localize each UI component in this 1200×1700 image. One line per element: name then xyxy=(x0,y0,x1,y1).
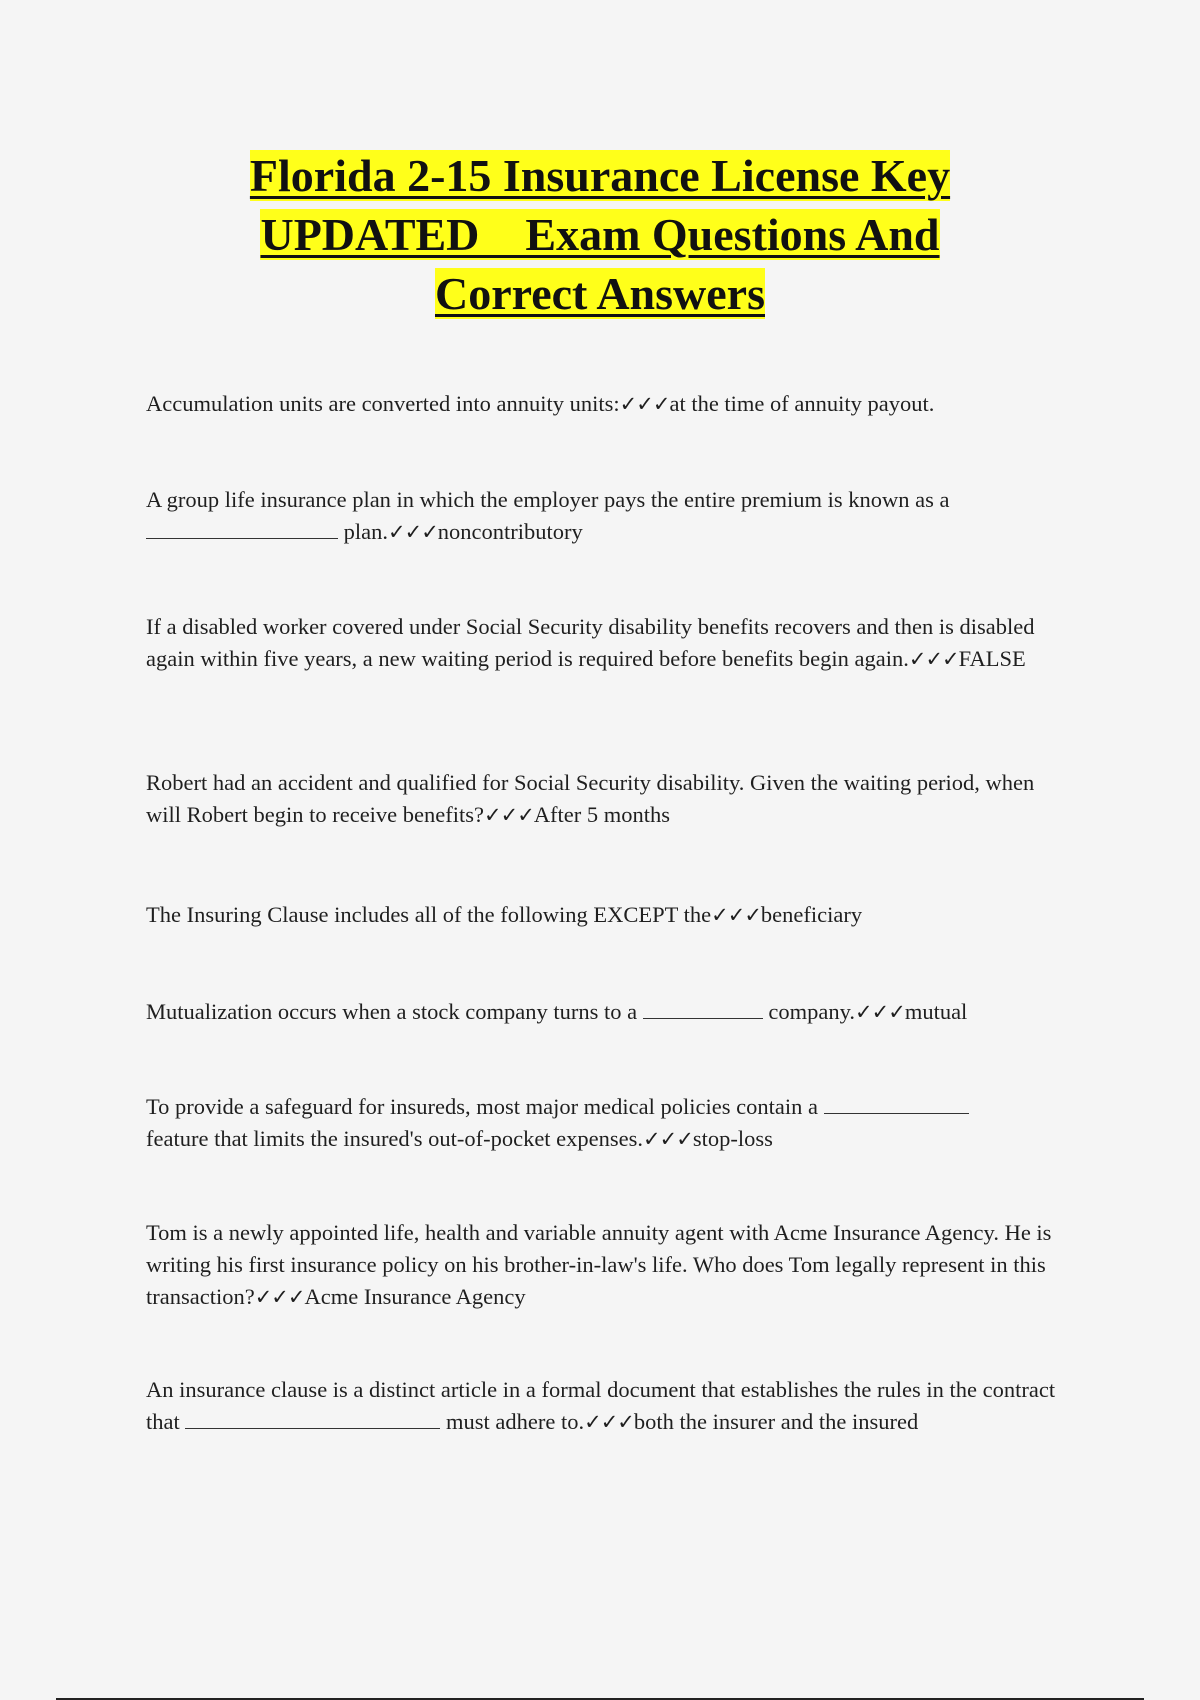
qa-item-6 xyxy=(146,996,1066,1028)
check-marks-icon: ✓✓✓ xyxy=(619,392,670,416)
qa-item-9 xyxy=(146,1374,1066,1438)
answer-text: at the time of annuity payout. xyxy=(669,391,935,416)
answer-text: Acme Insurance Agency xyxy=(304,1284,526,1309)
question-text-continued: plan. xyxy=(343,519,388,544)
answer-text: both the insurer and the insured xyxy=(633,1409,919,1434)
answer-text: FALSE xyxy=(958,646,1026,671)
check-marks-icon: ✓✓✓ xyxy=(908,647,959,671)
question-text-continued: company. xyxy=(768,999,856,1024)
check-marks-icon: ✓✓✓ xyxy=(584,1410,634,1434)
fill-in-blank xyxy=(643,996,763,1019)
qa-item-7 xyxy=(146,1091,1066,1155)
question-text-continued: feature that limits the insured's out-of-pocket expenses. xyxy=(146,1126,644,1151)
question-text-continued: must adhere to. xyxy=(446,1409,585,1434)
qa-item-2 xyxy=(146,484,1066,548)
answer-text: beneficiary xyxy=(760,902,863,927)
question-text: The Insuring Clause includes all of the following EXCEPT the xyxy=(146,902,712,927)
answer-text: stop-loss xyxy=(692,1126,773,1151)
question-text: An insurance clause is a distinct article in a formal document that establishes the rules in the contract that xyxy=(146,1377,1056,1434)
title-line-3: Correct Answers xyxy=(435,268,765,319)
check-marks-icon: ✓✓✓ xyxy=(484,803,534,827)
check-marks-icon: ✓✓✓ xyxy=(855,1000,905,1024)
answer-text: After 5 months xyxy=(533,802,671,827)
document-title xyxy=(150,146,1050,323)
question-text: Robert had an accident and qualified for Social Security disability. Given the waiting period, when will Robert begin to receive benefits? xyxy=(146,770,1035,827)
question-text: Tom is a newly appointed life, health and variable annuity agent with Acme Insurance Agency. He is writing his first insurance policy on his brother-in-law's life. Who does Tom legally represent in this transaction? xyxy=(146,1220,1052,1309)
fill-in-blank xyxy=(185,1406,440,1429)
question-text: If a disabled worker covered under Social Security disability benefits recovers and then is disabled again within five years, a new waiting period is required before benefits begin again. xyxy=(146,614,1035,671)
question-text: A group life insurance plan in which the employer pays the entire premium is known as a xyxy=(146,487,950,512)
fill-in-blank xyxy=(824,1091,969,1114)
title-line-2: UPDATED Exam Questions And xyxy=(260,209,940,260)
title-line-1: Florida 2-15 Insurance License Key xyxy=(249,150,951,201)
fill-in-blank xyxy=(146,516,338,539)
qa-item-1 xyxy=(146,388,1066,420)
check-marks-icon: ✓✓✓ xyxy=(643,1127,693,1151)
qa-item-8 xyxy=(146,1217,1066,1313)
qa-item-5 xyxy=(146,899,1066,931)
answer-text: noncontributory xyxy=(437,519,583,544)
answer-text: mutual xyxy=(904,999,968,1024)
qa-item-4 xyxy=(146,767,1066,831)
check-marks-icon: ✓✓✓ xyxy=(254,1285,305,1309)
question-text: Mutualization occurs when a stock company turns to a xyxy=(146,999,638,1024)
check-marks-icon: ✓✓✓ xyxy=(388,520,438,544)
question-text: Accumulation units are converted into annuity units: xyxy=(146,391,620,416)
question-text: To provide a safeguard for insureds, most major medical policies contain a xyxy=(146,1094,818,1119)
qa-item-3 xyxy=(146,611,1066,675)
check-marks-icon: ✓✓✓ xyxy=(711,903,761,927)
